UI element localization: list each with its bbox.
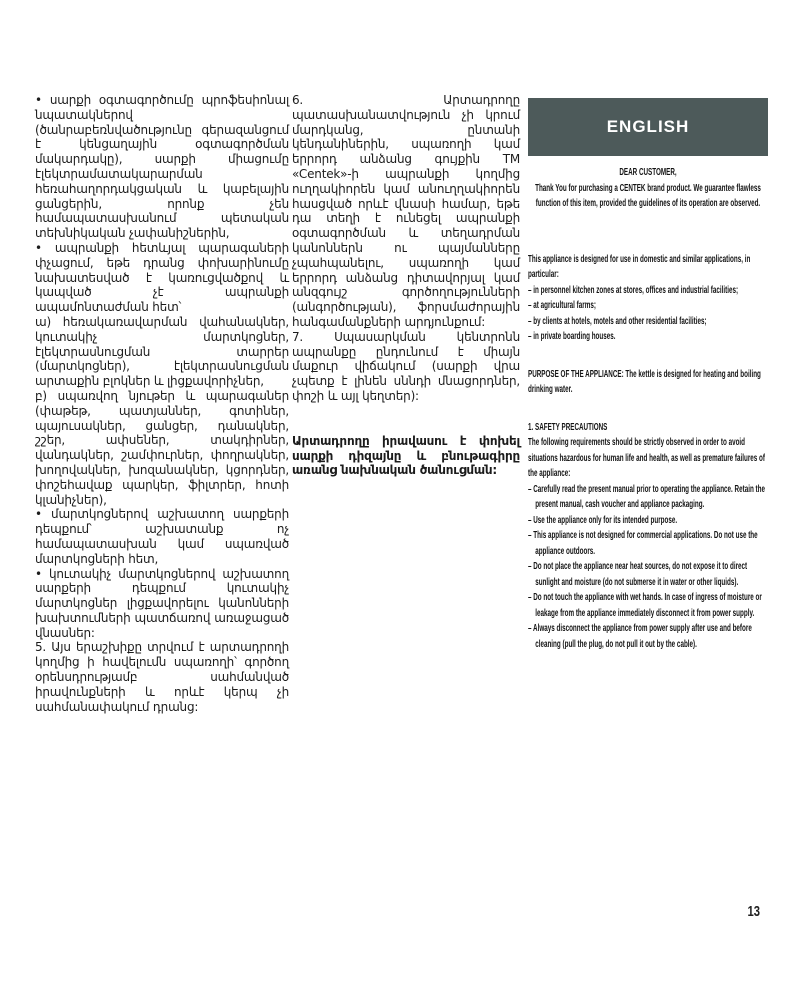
armenian-paragraph: • ապրանքի հետևյալ պարագաների փչացում, եթե դրանց փոխարինումը նախատեսված է կառուցվածքով և կապված չէ ապրանքի ապամոնտաժման հետ՝ <box>35 240 289 315</box>
armenian-paragraph: ա) հեռակառավարման վահանակներ, կուտակիչ մարտկոցներ, էլեկտրասնուցման տարրեր (մարտկոցներ), էլեկտրասնուցման արտաքին բլոկներ և լիցքավորիչներ, <box>35 314 289 389</box>
armenian-paragraph: • կուտակիչ մարտկոցներով աշխատող սարքերի դեպքում կուտակիչ մարտկոցներ լիցքավորելու կանոնների խախտումների պատճառով առաջացած վնասներ: <box>35 566 289 640</box>
armenian-paragraph: • մարտկոցներով աշխատող սարքերի դեպքում՝ աշխատանք ոչ համապատասխան կամ սպառված մարտկոցների հետ, <box>35 507 289 566</box>
applications-list <box>528 283 768 345</box>
armenian-paragraph: 5. Այս երաշխիքը տրվում է արտադրողի կողմից ի հավելումն սպառողի՝ գործող օրենսդրությամբ սահմանված իրավունքների և որևէ կերպ չի սահմանափակում դրանց: <box>35 640 289 714</box>
page-number: 13 <box>747 903 760 920</box>
safety-section-title: 1. SAFETY PRECAUTIONS <box>528 420 608 433</box>
armenian-paragraph: 7. Սպասարկման կենտրոնն ապրանքը ընդունում է միայն մաքուր վիճակում (սարքի վրա չպետք է լինեն սննդի մնացորդներ, փոշի և այլ կեղտեր): <box>292 329 520 403</box>
application-item: – in personnel kitchen zones at stores, offices and industrial facilities; <box>528 283 739 296</box>
greeting-text: Thank You for purchasing a CENTEK brand product. We guarantee flawless function of this item, provided the guidelines of its operation are observed. <box>535 181 761 209</box>
english-text-body <box>528 165 768 652</box>
greeting-title: DEAR CUSTOMER, <box>619 166 677 178</box>
armenian-paragraph: • սարքի օգտագործումը պրոֆեսիոնալ նպատակներով (ծանրաբեռնվածությունը գերազանցում է կենցաղային օգտագործման մակարդակը), սարքի միացումը էլեկտրամատակարարման հեռահաղորդակցական և կաբելային ցանցերին, որոնք չեն համապատասխանում պետական տեխնիկական չափանիշներին, <box>35 93 289 241</box>
english-column <box>528 98 768 652</box>
precaution-item: – Always disconnect the appliance from power supply after use and before cleaning (pull the plug, do not pull it out by the cable). <box>528 622 752 650</box>
manufacturer-rights-note: Արտադրողը իրավասու է փոխել սարքի դիզայնը և բնութագիրը առանց նախնական ծանուցման: <box>292 433 520 478</box>
precaution-item: – Do not place the appliance near heat sources, do not expose it to direct sunlight and moisture (do not submerse it in water or other liquids). <box>528 560 748 588</box>
application-item: – in private boarding houses. <box>528 330 616 342</box>
intro-paragraph: This appliance is designed for use in domestic and similar applications, in particular: <box>528 252 751 280</box>
armenian-paragraph: բ) սպառվող նյութեր և պարագաներ (փաթեթ, պատյաններ, գոտիներ, պայուսակներ, ցանցեր, դանակներ, շշեր, ափսեներ, տակդիրներ, վանդակներ, շամփուրներ, փողրակներ, խողովակներ, խոզանակներ, կցորդներ, փոշեհավաք պարկեր, ֆիլտրեր, հոտի կլանիչներ), <box>35 388 289 507</box>
application-item: – by clients at hotels, motels and other residential facilities; <box>528 314 707 327</box>
armenian-column-1 <box>35 93 289 714</box>
precaution-item: – Use the appliance only for its intended purpose. <box>528 513 678 526</box>
precautions-list <box>528 482 768 653</box>
language-banner-label: ENGLISH <box>606 117 690 136</box>
purpose-paragraph: PURPOSE OF THE APPLIANCE: The kettle is designed for heating and boiling drinking water. <box>528 367 761 395</box>
precaution-item: – Carefully read the present manual prior to operating the appliance. Retain the present manual, cash voucher and appliance packaging. <box>528 482 766 510</box>
application-item: – at agricultural farms; <box>528 299 596 311</box>
armenian-paragraph: 6. Արտադրողը պատասխանատվություն չի կրում մարդկանց, ընտանի կենդանիներին, սպառողի կամ երրորդ անձանց գույքին TM «Centek»-ի ապրանքի կողմից ուղղակիորեն կամ անուղղակիորեն հասցված որևէ վնասի համար, եթե դա տեղի է ունեցել ապրանքի օգտագործման և տեղադրման կանոններն ու պայմանները չպահպանելու, սպառողի կամ երրորդ անձանց դիտավորյալ կամ անզգույշ գործողությունների (անգործության), ֆորսմաժորային հանգամանքների արդյունքում: <box>292 93 520 329</box>
precaution-item: – Do not touch the appliance with wet hands. In case of ingress of moisture or leakage from the appliance immediately disconnect it from power supply. <box>528 591 762 619</box>
safety-section-intro: The following requirements should be strictly observed in order to avoid situations hazardous for human life and health, as well as premature failures of the appliance: <box>528 436 766 479</box>
precaution-item: – This appliance is not designed for commercial applications. Do not use the appliance outdoors. <box>528 529 758 557</box>
armenian-column-2 <box>292 93 520 478</box>
language-banner <box>528 98 768 156</box>
